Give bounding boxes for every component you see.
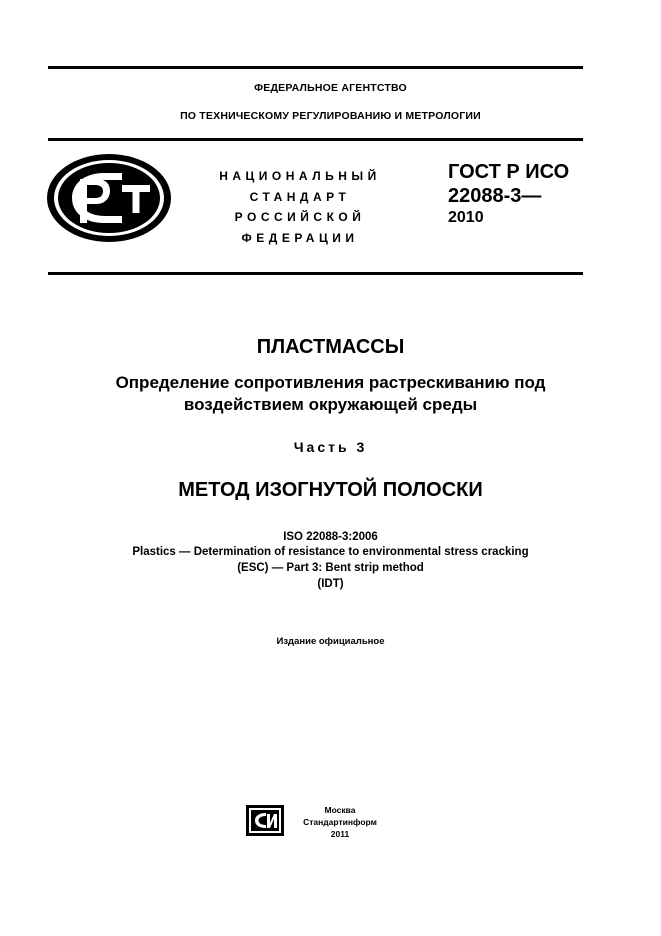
national-standard-line3: РОССИЙСКОЙ xyxy=(234,210,366,224)
national-standard-line4: ФЕДЕРАЦИИ xyxy=(241,230,359,245)
iso-reference-line4: (IDT) xyxy=(317,578,344,590)
iso-reference-line3: (ESC) — Part 3: Bent strip method xyxy=(237,562,424,574)
document-subtitle-line2: воздействием окружающей среды xyxy=(183,395,478,414)
method-title: МЕТОД ИЗОГНУТОЙ ПОЛОСКИ xyxy=(178,479,483,501)
publisher-name: Стандартинформ xyxy=(303,817,377,827)
top-rule xyxy=(48,66,583,69)
iso-reference-line1: ISO 22088-3:2006 xyxy=(283,531,378,543)
document-title: ПЛАСТМАССЫ xyxy=(256,336,405,358)
national-standard-label xyxy=(200,166,400,248)
national-standard-line2: СТАНДАРТ xyxy=(249,189,351,204)
publisher-block xyxy=(290,804,390,840)
rst-logo-icon xyxy=(44,151,174,245)
agency-name-line1: ФЕДЕРАЛЬНОЕ АГЕНТСТВО xyxy=(254,82,407,94)
designation-line1: ГОСТ Р ИСО xyxy=(448,161,570,183)
standard-designation xyxy=(448,160,569,228)
part-label: Часть 3 xyxy=(293,439,368,455)
iso-reference-line2: Plastics — Determination of resistance to environmental stress cracking xyxy=(132,546,529,558)
agency-name-line2: ПО ТЕХНИЧЕСКОМУ РЕГУЛИРОВАНИЮ И МЕТРОЛОГИИ xyxy=(180,110,481,122)
publisher-year: 2011 xyxy=(330,829,350,839)
edition-label: Издание официальное xyxy=(276,636,385,647)
title-rule xyxy=(48,272,583,275)
standartinform-logo-icon xyxy=(246,805,284,836)
designation-line3: 2010 xyxy=(448,209,484,226)
publisher-city: Москва xyxy=(324,805,356,815)
header-rule xyxy=(48,138,583,141)
designation-line2: 22088-3— xyxy=(448,185,542,207)
document-subtitle-line1: Определение сопротивления растрескиванию под xyxy=(115,373,546,392)
national-standard-line1: НАЦИОНАЛЬНЫЙ xyxy=(219,169,381,183)
